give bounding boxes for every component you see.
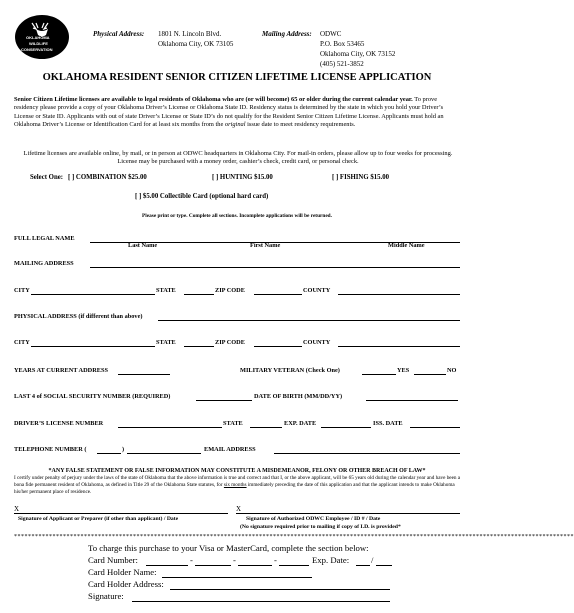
certify-text: I certify under penalty of perjury under the laws of the state of Oklahoma that the above information is true and correct and that I, or the above applicant, will be 65 years old during the calendar year and have been a bona fide permanent resident of Oklahoma, as defined in Title 29 of the Oklahoma State statutes, for	[14, 475, 461, 488]
odwc-signature-x: X	[236, 505, 242, 513]
instructions: Please print or type. Complete all sections. Incomplete applications will be returned.	[142, 213, 332, 219]
zip-code-label: ZIP CODE	[215, 287, 245, 294]
exp-date-field[interactable]	[321, 427, 371, 428]
exp-date-label: EXP. DATE	[284, 420, 317, 427]
card-number-label: Card Number:	[88, 555, 138, 565]
credit-card-intro: To charge this purchase to your Visa or MasterCard, complete the section below:	[88, 543, 369, 553]
cc-signature-field[interactable]	[132, 601, 390, 602]
physical-address-label: Physical Address:	[93, 30, 145, 38]
hunting-option[interactable]: [ ] HUNTING $15.00	[212, 174, 273, 181]
odwc-signature-field[interactable]	[236, 513, 460, 514]
state-label: STATE	[156, 287, 176, 294]
certification-paragraph	[14, 475, 462, 496]
exp-year-field[interactable]	[376, 565, 392, 566]
ssn-label: LAST 4 of SOCIAL SECURITY NUMBER (REQUIRED)	[14, 393, 171, 400]
card-holder-name-label: Card Holder Name:	[88, 567, 157, 577]
card-dash-3: -	[274, 555, 277, 565]
card-number-part4[interactable]	[279, 565, 309, 566]
intro-italic: original	[224, 120, 246, 128]
last-name-label: Last Name	[128, 242, 158, 249]
zip-code2-label: ZIP CODE	[215, 339, 245, 346]
false-statement-warning: *ANY FALSE STATEMENT OR FALSE INFORMATION MAY CONSTITUTE A MISDEMEANOR, FELONY OR OTHER BREACH OF LAW*	[48, 468, 426, 474]
ssn-field[interactable]	[196, 400, 252, 401]
mailing-address-line3: Oklahoma City, OK 73152	[320, 50, 396, 58]
iss-date-label: ISS. DATE	[373, 420, 403, 427]
mailing-address-label: Mailing Address:	[262, 30, 312, 38]
page-title: OKLAHOMA RESIDENT SENIOR CITIZEN LIFETIME LICENSE APPLICATION	[42, 72, 432, 83]
email-field[interactable]	[274, 453, 460, 454]
middle-name-label: Middle Name	[388, 242, 425, 249]
card-holder-address-label: Card Holder Address:	[88, 579, 164, 589]
years-label: YEARS AT CURRENT ADDRESS	[14, 367, 108, 374]
city2-label: CITY	[14, 339, 30, 346]
city2-field[interactable]	[31, 346, 155, 347]
card-holder-address-field[interactable]	[170, 589, 390, 590]
dob-label: DATE OF BIRTH (MM/DD/YY)	[254, 393, 343, 400]
divider-stars: ****************************************************************************************************************************************************************	[14, 534, 574, 540]
applicant-signature-label: Signature of Applicant or Preparer (if other than applicant) / Date	[18, 516, 179, 522]
card-number-part2[interactable]	[195, 565, 231, 566]
veteran-no-label: NO	[447, 367, 457, 374]
card-dash-2: -	[233, 555, 236, 565]
dob-field[interactable]	[366, 400, 458, 401]
select-one-label: Select One:	[30, 174, 64, 181]
state2-label: STATE	[156, 339, 176, 346]
mailing-address-field[interactable]	[90, 267, 460, 268]
county-field[interactable]	[338, 294, 460, 295]
intro-end: issue date to meet residency requirements.	[245, 120, 356, 128]
telephone-field[interactable]	[127, 453, 201, 454]
veteran-yes-field[interactable]	[362, 374, 396, 375]
card-dash-1: -	[190, 555, 193, 565]
card-number-part1[interactable]	[146, 565, 188, 566]
exp-month-field[interactable]	[356, 565, 370, 566]
mailing-address-field-label: MAILING ADDRESS	[14, 260, 74, 267]
city-label: CITY	[14, 287, 30, 294]
years-field[interactable]	[118, 374, 170, 375]
exp-slash: /	[371, 555, 374, 565]
county2-field[interactable]	[338, 346, 460, 347]
area-code-field[interactable]	[97, 453, 121, 454]
cc-signature-label: Signature:	[88, 591, 124, 601]
veteran-yes-label: YES	[397, 367, 410, 374]
state2-field[interactable]	[184, 346, 214, 347]
physical-address-field-label: PHYSICAL ADDRESS (if different than above)	[14, 313, 143, 320]
full-legal-name-label: FULL LEGAL NAME	[14, 235, 75, 242]
dl-state-field[interactable]	[250, 427, 282, 428]
intro-rest: To prove residency please provide a copy of your Oklahoma Driver’s License or Oklahoma State ID. Residency status is determined by the state in which you hold your Driver’s License or State ID. Applicants with out of state Driver’s License or State ID’s do not qualify for the Resident Senior Citizen Lifetime License. Applicants must hold an Oklahoma Driver’s License or Identification Card for at least six months from the	[14, 96, 444, 128]
availability-paragraph: Lifetime licenses are available online, by mail, or in person at ODWC headquarters in Oklahoma City. For mail-in orders, please allow up to four weeks for processing. License may be purchased with a money order, cashier’s check, credit card, or personal check.	[23, 150, 453, 166]
card-number-part3[interactable]	[238, 565, 272, 566]
certify-end: immediately preceding the date of this application and that the applicant intends to make Oklahoma his/her permanent place of residence.	[14, 482, 455, 495]
veteran-no-field[interactable]	[414, 374, 446, 375]
applicant-signature-field[interactable]	[14, 513, 228, 514]
iss-date-field[interactable]	[410, 427, 460, 428]
intro-bold: Senior Citizen Lifetime licenses are available to legal residents of Oklahoma who are (or will become) 65 or older during the current calendar year.	[14, 96, 413, 103]
physical-address-line1: 1801 N. Lincoln Blvd.	[158, 30, 222, 38]
odwc-signature-label: Signature of Authorized ODWC Employee / ID # / Date	[246, 516, 381, 522]
county2-label: COUNTY	[303, 339, 331, 346]
odwc-logo	[14, 14, 70, 60]
fishing-option[interactable]: [ ] FISHING $15.00	[332, 174, 390, 181]
veteran-label: MILITARY VETERAN (Check One)	[240, 367, 340, 374]
logo-text-3: CONSERVATION	[21, 47, 53, 52]
dl-field[interactable]	[118, 427, 222, 428]
first-name-label: First Name	[250, 242, 281, 249]
zip-code-field[interactable]	[254, 294, 302, 295]
mailing-address-line2: P.O. Box 53465	[320, 40, 365, 48]
physical-address-line2: Oklahoma City, OK 73105	[158, 40, 234, 48]
physical-address-field[interactable]	[158, 320, 460, 321]
exp-date-cc-label: Exp. Date:	[312, 555, 350, 565]
telephone-close: )	[122, 446, 125, 453]
collectible-card-option[interactable]: [ ] $5.00 Collectible Card (optional hard card)	[135, 193, 269, 200]
dl-label: DRIVER’S LICENSE NUMBER	[14, 420, 104, 427]
certify-underlined: six months	[223, 482, 247, 488]
mailing-address-line4: (405) 521-3852	[320, 60, 364, 68]
logo-text-2: WILDLIFE	[29, 41, 48, 46]
mailing-address-line1: ODWC	[320, 30, 342, 38]
city-field[interactable]	[31, 294, 155, 295]
dl-state-label: STATE	[223, 420, 243, 427]
intro-paragraph	[14, 96, 462, 129]
telephone-label: TELEPHONE NUMBER (	[14, 446, 87, 453]
email-label: EMAIL ADDRESS	[204, 446, 256, 453]
zip-code2-field[interactable]	[254, 346, 302, 347]
card-holder-name-field[interactable]	[162, 577, 312, 578]
logo-text-1: OKLAHOMA	[26, 35, 50, 40]
applicant-signature-x: X	[14, 505, 20, 513]
odwc-signature-note: (No signature required prior to mailing if copy of I.D. is provided*	[240, 524, 401, 530]
state-field[interactable]	[184, 294, 214, 295]
county-label: COUNTY	[303, 287, 331, 294]
combination-option[interactable]: [ ] COMBINATION $25.00	[68, 174, 147, 181]
